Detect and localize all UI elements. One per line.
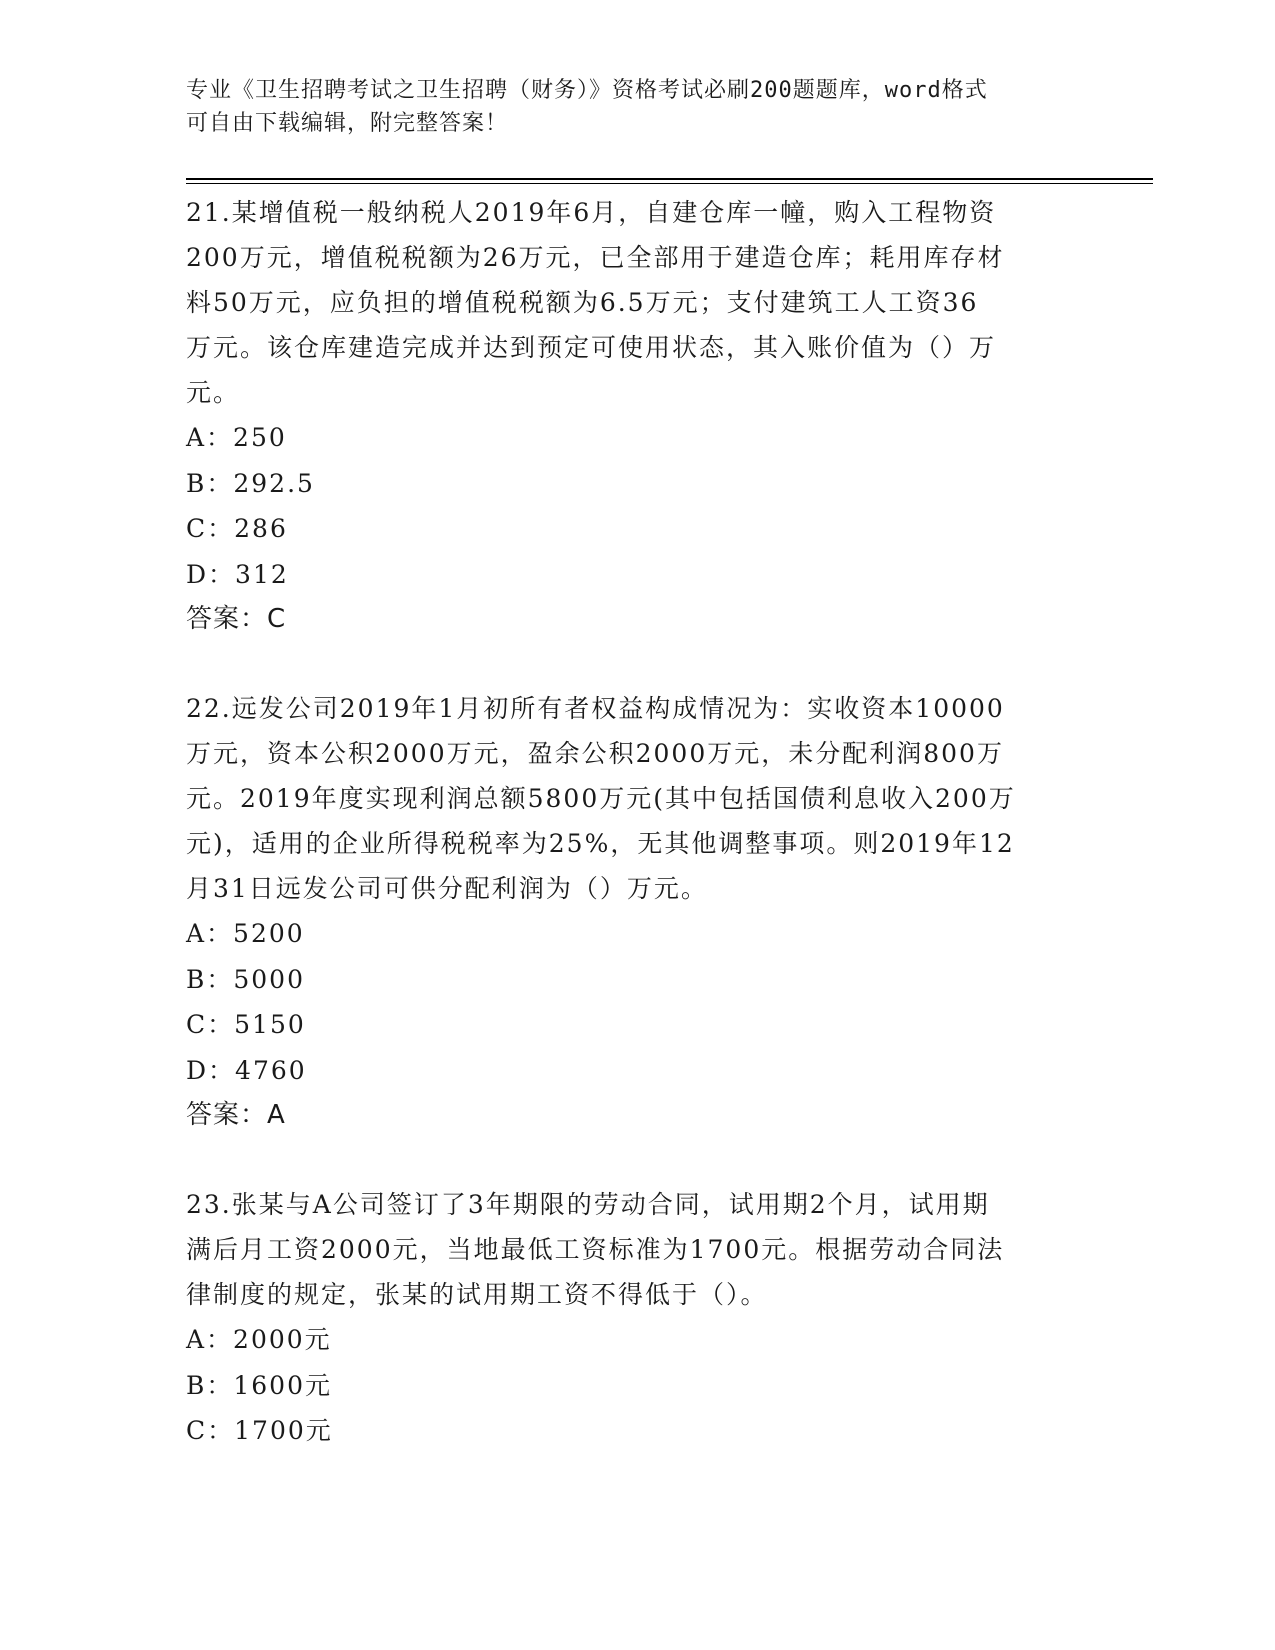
question-text-line: 200万元，增值税税额为26万元，已全部用于建造仓库；耗用库存材 bbox=[186, 243, 1005, 272]
question-spacer bbox=[186, 1138, 1086, 1182]
answer-label: 答案：A bbox=[186, 1100, 286, 1130]
question-spacer bbox=[186, 642, 1086, 686]
answer-label: 答案：C bbox=[186, 604, 287, 634]
question-text-line: 23.张某与A公司签订了3年期限的劳动合同，试用期2个月，试用期 bbox=[186, 1190, 990, 1219]
option-d: D：4760 bbox=[186, 1055, 307, 1085]
option-b: B：1600元 bbox=[186, 1370, 332, 1400]
question-text-line: 满后月工资2000元，当地最低工资标准为1700元。根据劳动合同法 bbox=[186, 1235, 1005, 1264]
option-c: C：5150 bbox=[186, 1010, 306, 1039]
header-line-1: 专业《卫生招聘考试之卫生招聘（财务）》资格考试必刷200题题库，word格式 bbox=[186, 78, 988, 103]
question-text-line: 元。 bbox=[186, 378, 241, 407]
question-21 bbox=[186, 190, 1086, 642]
question-23 bbox=[186, 1182, 1086, 1454]
option-d: D：312 bbox=[186, 559, 289, 589]
header-divider-thin bbox=[186, 183, 1153, 184]
question-text-line: 万元，资本公积2000万元，盈余公积2000万元，未分配利润800万 bbox=[186, 739, 1004, 768]
question-text-line: 22.远发公司2019年1月初所有者权益构成情况为：实收资本10000 bbox=[186, 694, 1005, 723]
option-a: A：5200 bbox=[186, 919, 305, 948]
question-list bbox=[186, 190, 1086, 1454]
question-text-line: 月31日远发公司可供分配利润为（）万元。 bbox=[186, 874, 708, 903]
question-text-line: 万元。该仓库建造完成并达到预定可使用状态，其入账价值为（）万 bbox=[186, 333, 997, 362]
option-b: B：5000 bbox=[186, 964, 305, 994]
question-text-line: 元。2019年度实现利润总额5800万元(其中包括国债利息收入200万 bbox=[186, 784, 1016, 813]
header-divider-thick bbox=[186, 178, 1153, 180]
option-c: C：286 bbox=[186, 514, 288, 543]
question-text-line: 元)，适用的企业所得税税率为25%，无其他调整事项。则2019年12 bbox=[186, 829, 1015, 858]
question-text-line: 律制度的规定，张某的试用期工资不得低于（）。 bbox=[186, 1280, 768, 1309]
question-text-line: 21.某增值税一般纳税人2019年6月，自建仓库一幢，购入工程物资 bbox=[186, 198, 997, 227]
header-line-2: 可自由下载编辑，附完整答案！ bbox=[186, 111, 509, 136]
question-22 bbox=[186, 686, 1086, 1138]
option-b: B：292.5 bbox=[186, 468, 315, 498]
option-c: C：1700元 bbox=[186, 1416, 333, 1445]
document-header bbox=[186, 74, 1066, 140]
option-a: A：250 bbox=[186, 423, 287, 452]
option-a: A：2000元 bbox=[186, 1325, 332, 1354]
question-text-line: 料50万元，应负担的增值税税额为6.5万元；支付建筑工人工资36 bbox=[186, 288, 979, 317]
